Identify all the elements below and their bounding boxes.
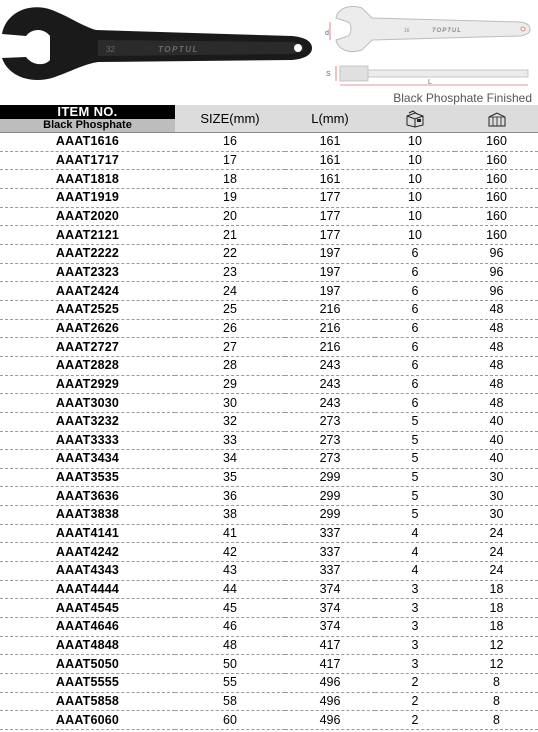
table-row [0, 226, 538, 245]
length-cell: 496 [285, 711, 375, 730]
size-cell: 48 [175, 636, 285, 655]
item-code: AAAT3333 [0, 431, 175, 450]
table-row [0, 282, 538, 301]
item-code: AAAT1919 [0, 188, 175, 207]
carton-qty: 160 [455, 226, 538, 245]
size-column-header: SIZE(mm) [175, 105, 285, 133]
table-row [0, 711, 538, 730]
length-cell: 273 [285, 412, 375, 431]
size-cell: 44 [175, 580, 285, 599]
inner-box-qty: 3 [375, 599, 455, 618]
inner-box-icon [404, 110, 426, 128]
length-cell: 177 [285, 226, 375, 245]
table-row [0, 133, 538, 152]
size-cell: 19 [175, 188, 285, 207]
size-cell: 22 [175, 244, 285, 263]
length-cell: 337 [285, 562, 375, 581]
carton-qty: 96 [455, 282, 538, 301]
size-cell: 38 [175, 506, 285, 525]
inner-box-qty: 6 [375, 394, 455, 413]
size-cell: 16 [175, 133, 285, 152]
length-cell: 417 [285, 655, 375, 674]
table-row [0, 599, 538, 618]
item-code: AAAT1818 [0, 170, 175, 189]
carton-qty: 24 [455, 524, 538, 543]
table-header-row [0, 105, 538, 133]
item-code: AAAT5858 [0, 692, 175, 711]
carton-qty: 40 [455, 431, 538, 450]
inner-box-qty: 6 [375, 356, 455, 375]
carton-qty: 24 [455, 562, 538, 581]
table-row [0, 524, 538, 543]
inner-box-qty: 5 [375, 431, 455, 450]
table-row [0, 188, 538, 207]
inner-box-qty: 5 [375, 506, 455, 525]
size-cell: 20 [175, 207, 285, 226]
carton-qty: 48 [455, 300, 538, 319]
item-code: AAAT2323 [0, 263, 175, 282]
finish-label: Black Phosphate [0, 119, 175, 132]
inner-box-qty: 3 [375, 655, 455, 674]
table-row [0, 207, 538, 226]
length-cell: 177 [285, 188, 375, 207]
item-code: AAAT6060 [0, 711, 175, 730]
length-cell: 161 [285, 133, 375, 152]
size-cell: 32 [175, 412, 285, 431]
dimension-l-label: L [428, 79, 432, 86]
table-row [0, 506, 538, 525]
item-code: AAAT3636 [0, 487, 175, 506]
item-code: AAAT2727 [0, 338, 175, 357]
length-cell: 299 [285, 468, 375, 487]
inner-box-qty: 10 [375, 207, 455, 226]
dimension-d-label: d [325, 30, 329, 37]
table-row [0, 468, 538, 487]
item-code: AAAT4848 [0, 636, 175, 655]
inner-box-qty: 10 [375, 151, 455, 170]
item-code: AAAT2121 [0, 226, 175, 245]
carton-qty: 30 [455, 468, 538, 487]
size-cell: 55 [175, 674, 285, 693]
drawing-brand-mark: TOPTUL [432, 28, 462, 34]
inner-box-qty: 4 [375, 562, 455, 581]
size-cell: 17 [175, 151, 285, 170]
inner-box-qty: 10 [375, 170, 455, 189]
item-code: AAAT1717 [0, 151, 175, 170]
table-row [0, 487, 538, 506]
size-cell: 33 [175, 431, 285, 450]
inner-box-qty: 5 [375, 487, 455, 506]
carton-qty: 8 [455, 711, 538, 730]
item-no-label: ITEM NO. [0, 105, 175, 119]
inner-box-column-header [375, 105, 455, 133]
size-cell: 46 [175, 618, 285, 637]
item-code: AAAT4343 [0, 562, 175, 581]
inner-box-qty: 4 [375, 543, 455, 562]
size-cell: 43 [175, 562, 285, 581]
item-code: AAAT4646 [0, 618, 175, 637]
size-cell: 18 [175, 170, 285, 189]
length-cell: 337 [285, 524, 375, 543]
item-code: AAAT1616 [0, 133, 175, 152]
dimension-s-label: S [326, 71, 331, 78]
inner-box-qty: 6 [375, 282, 455, 301]
inner-box-qty: 3 [375, 636, 455, 655]
length-cell: 273 [285, 450, 375, 469]
size-cell: 29 [175, 375, 285, 394]
size-cell: 35 [175, 468, 285, 487]
carton-qty: 24 [455, 543, 538, 562]
inner-box-qty: 6 [375, 319, 455, 338]
table-row [0, 244, 538, 263]
length-cell: 177 [285, 207, 375, 226]
size-cell: 36 [175, 487, 285, 506]
item-code: AAAT4242 [0, 543, 175, 562]
length-cell: 197 [285, 244, 375, 263]
length-cell: 243 [285, 394, 375, 413]
carton-icon [486, 110, 508, 128]
carton-qty: 48 [455, 356, 538, 375]
spec-table [0, 105, 538, 730]
length-cell: 161 [285, 151, 375, 170]
size-cell: 27 [175, 338, 285, 357]
table-row [0, 618, 538, 637]
size-cell: 23 [175, 263, 285, 282]
length-cell: 273 [285, 431, 375, 450]
carton-qty: 8 [455, 674, 538, 693]
size-cell: 25 [175, 300, 285, 319]
carton-qty: 160 [455, 207, 538, 226]
length-cell: 299 [285, 506, 375, 525]
item-code: AAAT4141 [0, 524, 175, 543]
item-code: AAAT3232 [0, 412, 175, 431]
inner-box-qty: 5 [375, 468, 455, 487]
item-code: AAAT5050 [0, 655, 175, 674]
carton-qty: 18 [455, 580, 538, 599]
item-code: AAAT2828 [0, 356, 175, 375]
length-cell: 374 [285, 580, 375, 599]
carton-qty: 8 [455, 692, 538, 711]
carton-qty: 40 [455, 450, 538, 469]
carton-qty: 96 [455, 244, 538, 263]
size-cell: 30 [175, 394, 285, 413]
table-row [0, 655, 538, 674]
carton-qty: 30 [455, 506, 538, 525]
length-cell: 337 [285, 543, 375, 562]
carton-qty: 96 [455, 263, 538, 282]
table-row [0, 375, 538, 394]
carton-qty: 18 [455, 599, 538, 618]
table-row [0, 356, 538, 375]
size-cell: 42 [175, 543, 285, 562]
table-row [0, 450, 538, 469]
item-code: AAAT2525 [0, 300, 175, 319]
item-code: AAAT2626 [0, 319, 175, 338]
carton-qty: 160 [455, 133, 538, 152]
wrench-photo [2, 7, 312, 80]
inner-box-qty: 2 [375, 674, 455, 693]
size-cell: 58 [175, 692, 285, 711]
length-cell: 374 [285, 618, 375, 637]
length-cell: 216 [285, 319, 375, 338]
length-cell: 299 [285, 487, 375, 506]
item-code: AAAT2020 [0, 207, 175, 226]
carton-qty: 12 [455, 655, 538, 674]
item-code: AAAT2222 [0, 244, 175, 263]
inner-box-qty: 10 [375, 226, 455, 245]
carton-qty: 48 [455, 375, 538, 394]
table-row [0, 412, 538, 431]
inner-box-qty: 6 [375, 244, 455, 263]
carton-qty: 40 [455, 412, 538, 431]
table-row [0, 692, 538, 711]
length-cell: 161 [285, 170, 375, 189]
size-cell: 50 [175, 655, 285, 674]
table-row [0, 636, 538, 655]
table-row [0, 319, 538, 338]
inner-box-qty: 5 [375, 412, 455, 431]
carton-qty: 160 [455, 170, 538, 189]
length-cell: 496 [285, 692, 375, 711]
table-row [0, 170, 538, 189]
table-row [0, 300, 538, 319]
size-cell: 34 [175, 450, 285, 469]
size-cell: 26 [175, 319, 285, 338]
item-code: AAAT4444 [0, 580, 175, 599]
length-cell: 243 [285, 375, 375, 394]
inner-box-qty: 5 [375, 450, 455, 469]
size-cell: 60 [175, 711, 285, 730]
inner-box-qty: 10 [375, 133, 455, 152]
finish-note: Black Phosphate Finished [393, 91, 532, 105]
inner-box-qty: 6 [375, 263, 455, 282]
size-cell: 41 [175, 524, 285, 543]
carton-qty: 12 [455, 636, 538, 655]
carton-qty: 48 [455, 319, 538, 338]
item-no-header [0, 105, 175, 133]
inner-box-qty: 6 [375, 375, 455, 394]
inner-box-qty: 10 [375, 188, 455, 207]
item-code: AAAT3434 [0, 450, 175, 469]
length-cell: 216 [285, 338, 375, 357]
table-row [0, 431, 538, 450]
carton-qty: 30 [455, 487, 538, 506]
inner-box-qty: 3 [375, 618, 455, 637]
carton-qty: 160 [455, 151, 538, 170]
length-cell: 417 [285, 636, 375, 655]
size-cell: 45 [175, 599, 285, 618]
carton-qty: 48 [455, 394, 538, 413]
item-code: AAAT3838 [0, 506, 175, 525]
length-cell: 243 [285, 356, 375, 375]
table-row [0, 543, 538, 562]
length-column-header: L(mm) [285, 105, 375, 133]
carton-qty: 18 [455, 618, 538, 637]
table-row [0, 394, 538, 413]
inner-box-qty: 6 [375, 338, 455, 357]
length-cell: 374 [285, 599, 375, 618]
table-row [0, 338, 538, 357]
item-code: AAAT4545 [0, 599, 175, 618]
table-row [0, 263, 538, 282]
inner-box-qty: 3 [375, 580, 455, 599]
item-code: AAAT2424 [0, 282, 175, 301]
item-code: AAAT3030 [0, 394, 175, 413]
size-cell: 24 [175, 282, 285, 301]
length-cell: 197 [285, 282, 375, 301]
size-cell: 21 [175, 226, 285, 245]
carton-qty: 160 [455, 188, 538, 207]
item-code: AAAT3535 [0, 468, 175, 487]
table-row [0, 580, 538, 599]
wrench-size-mark: 32 [106, 45, 115, 54]
length-cell: 216 [285, 300, 375, 319]
item-code: AAAT2929 [0, 375, 175, 394]
drawing-size-mark: 16 [404, 28, 410, 34]
length-cell: 197 [285, 263, 375, 282]
size-cell: 28 [175, 356, 285, 375]
wrench-brand-mark: TOPTUL [158, 45, 199, 54]
table-row [0, 674, 538, 693]
inner-box-qty: 4 [375, 524, 455, 543]
carton-qty: 48 [455, 338, 538, 357]
product-hero [0, 0, 538, 103]
technical-drawing [325, 6, 530, 86]
length-cell: 496 [285, 674, 375, 693]
inner-box-qty: 6 [375, 300, 455, 319]
item-code: AAAT5555 [0, 674, 175, 693]
inner-box-qty: 2 [375, 692, 455, 711]
inner-box-qty: 2 [375, 711, 455, 730]
table-row [0, 151, 538, 170]
carton-column-header [455, 105, 538, 133]
table-row [0, 562, 538, 581]
